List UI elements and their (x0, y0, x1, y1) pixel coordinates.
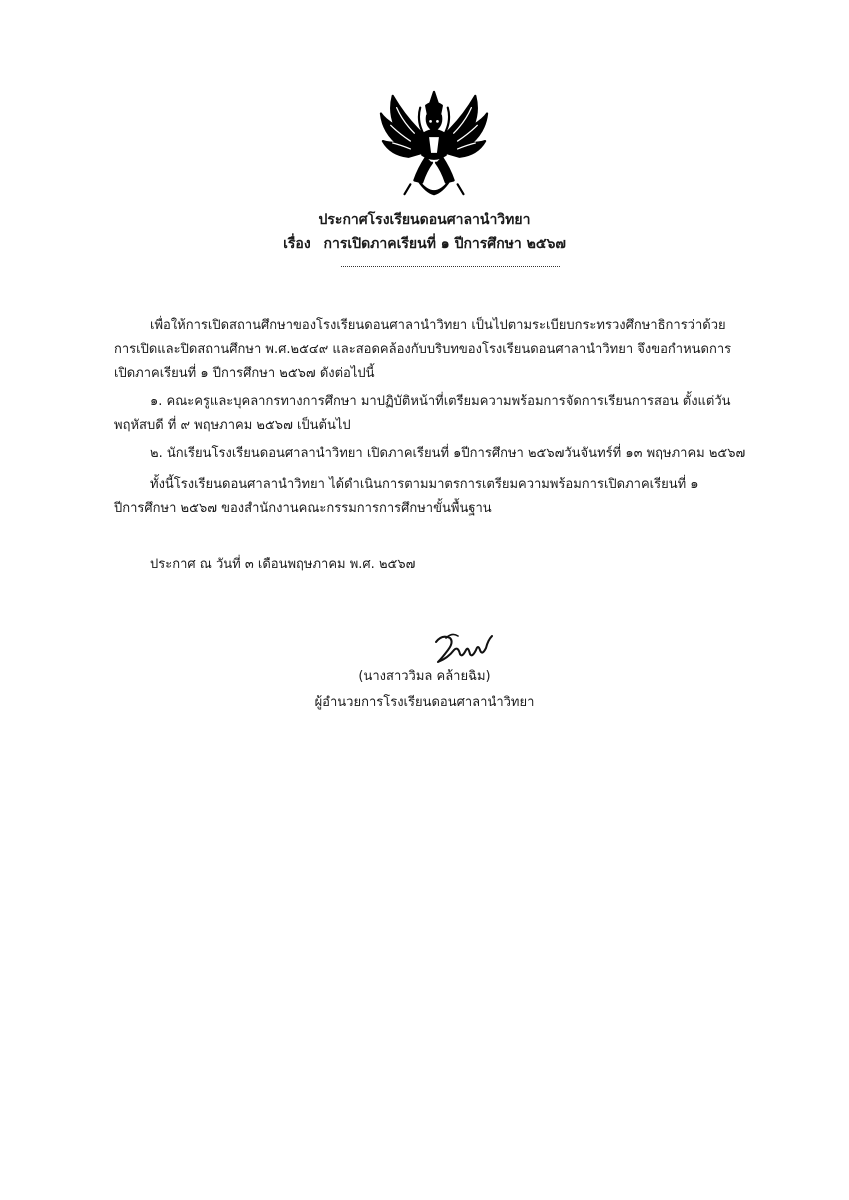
subject-text: การเปิดภาคเรียนที่ ๑ ปีการศึกษา ๒๕๖๗ (323, 236, 566, 252)
item-2-line-1: ๒. นักเรียนโรงเรียนดอนศาลานำวิทยา เปิดภาคเรียนที่ ๑ปีการศึกษา ๒๕๖๗วันจันทร์ที่ ๑๓ พฤษภาคม ๒๕๖๗ (150, 446, 746, 461)
announcement-subject (0, 232, 849, 256)
intro-line-3: เปิดภาคเรียนที่ ๑ ปีการศึกษา ๒๕๖๗ ดังต่อไปนี้ (114, 366, 375, 381)
announcement-title: ประกาศโรงเรียนดอนศาลานำวิทยา (318, 212, 531, 228)
intro-line-1: เพื่อให้การเปิดสถานศึกษาของโรงเรียนดอนศาลานำวิทยา เป็นไปตามระเบียบกระทรวงศึกษาธิการว่าด้วย (150, 318, 726, 333)
dotted-divider (341, 266, 560, 267)
closing-line-2: ปีการศึกษา ๒๕๖๗ ของสำนักงานคณะกรรมการการศึกษาขั้นพื้นฐาน (114, 501, 492, 516)
item-1-line-2: พฤหัสบดี ที่ ๙ พฤษภาคม ๒๕๖๗ เป็นต้นไป (114, 418, 351, 433)
announcement-date: ประกาศ ณ วันที่ ๓ เดือนพฤษภาคม พ.ศ. ๒๕๖๗ (150, 557, 416, 572)
closing-line-1: ทั้งนี้โรงเรียนดอนศาลานำวิทยา ได้ดำเนินการตามมาตรการเตรียมความพร้อมการเปิดภาคเรียนที่ ๑ (150, 477, 699, 492)
signature-image (428, 628, 498, 670)
signatory-name: (นางสาววิมล คล้ายฉิม) (358, 669, 491, 684)
signatory-position: ผู้อำนวยการโรงเรียนดอนศาลานำวิทยา (314, 695, 535, 710)
item-1-line-1: ๑. คณะครูและบุคลากรทางการศึกษา มาปฏิบัติหน้าที่เตรียมความพร้อมการจัดการเรียนการสอน ตั้งแต่วัน (150, 394, 731, 409)
garuda-emblem-icon (375, 86, 493, 204)
intro-line-2: การเปิดและปิดสถานศึกษา พ.ศ.๒๕๔๙ และสอดคล้องกับบริบทของโรงเรียนดอนศาลานำวิทยา จึงขอกำหนดการ (114, 342, 732, 357)
subject-label: เรื่อง (283, 236, 311, 252)
